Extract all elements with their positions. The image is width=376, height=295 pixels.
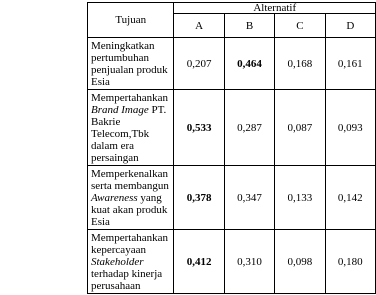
value-cell-c: 0,168 <box>275 38 325 90</box>
table-row <box>88 38 376 90</box>
value-cell-b: 0,287 <box>224 90 274 166</box>
goal-cell <box>88 166 174 230</box>
goal-text: terhadap kinerja perusahaan <box>91 268 163 292</box>
goal-term-italic: Brand Image <box>91 104 149 116</box>
results-table-container <box>87 2 376 294</box>
header-alt-c: C <box>275 14 325 38</box>
goal-text: Mempertahankan <box>91 92 168 104</box>
value-cell-b: 0,464 <box>224 38 274 90</box>
goal-term-italic: Awareness <box>91 192 138 204</box>
value-cell-a: 0,207 <box>174 38 224 90</box>
header-alternatives: Alternatif <box>174 3 376 14</box>
goal-text: Meningkatkan pertumbuhan penjualan produk Esia <box>91 40 168 88</box>
value-cell-b: 0,347 <box>224 166 274 230</box>
value-cell-c: 0,087 <box>275 90 325 166</box>
goal-alternative-table <box>87 2 376 294</box>
goal-text: PT. Bakrie Telecom,Tbk dalam era persaingan <box>91 104 167 164</box>
value-cell-b: 0,310 <box>224 230 274 294</box>
value-cell-a: 0,412 <box>174 230 224 294</box>
value-cell-a: 0,378 <box>174 166 224 230</box>
header-alt-d: D <box>325 14 375 38</box>
goal-cell <box>88 230 174 294</box>
table-row <box>88 90 376 166</box>
goal-cell <box>88 90 174 166</box>
table-row <box>88 230 376 294</box>
goal-term-italic: Stakeholder <box>91 256 144 268</box>
value-cell-c: 0,098 <box>275 230 325 294</box>
value-cell-d: 0,161 <box>325 38 375 90</box>
value-cell-d: 0,180 <box>325 230 375 294</box>
goal-cell <box>88 38 174 90</box>
header-goal: Tujuan <box>88 3 174 38</box>
goal-text: Mempertahankan kepercayaan <box>91 232 168 256</box>
goal-text: Memperkenalkan serta membangun <box>91 168 169 192</box>
header-alt-b: B <box>224 14 274 38</box>
value-cell-d: 0,093 <box>325 90 375 166</box>
table-row <box>88 166 376 230</box>
goal-text: yang kuat akan produk Esia <box>91 192 168 228</box>
table-body <box>88 38 376 294</box>
value-cell-d: 0,142 <box>325 166 375 230</box>
value-cell-c: 0,133 <box>275 166 325 230</box>
value-cell-a: 0,533 <box>174 90 224 166</box>
header-alt-a: A <box>174 14 224 38</box>
